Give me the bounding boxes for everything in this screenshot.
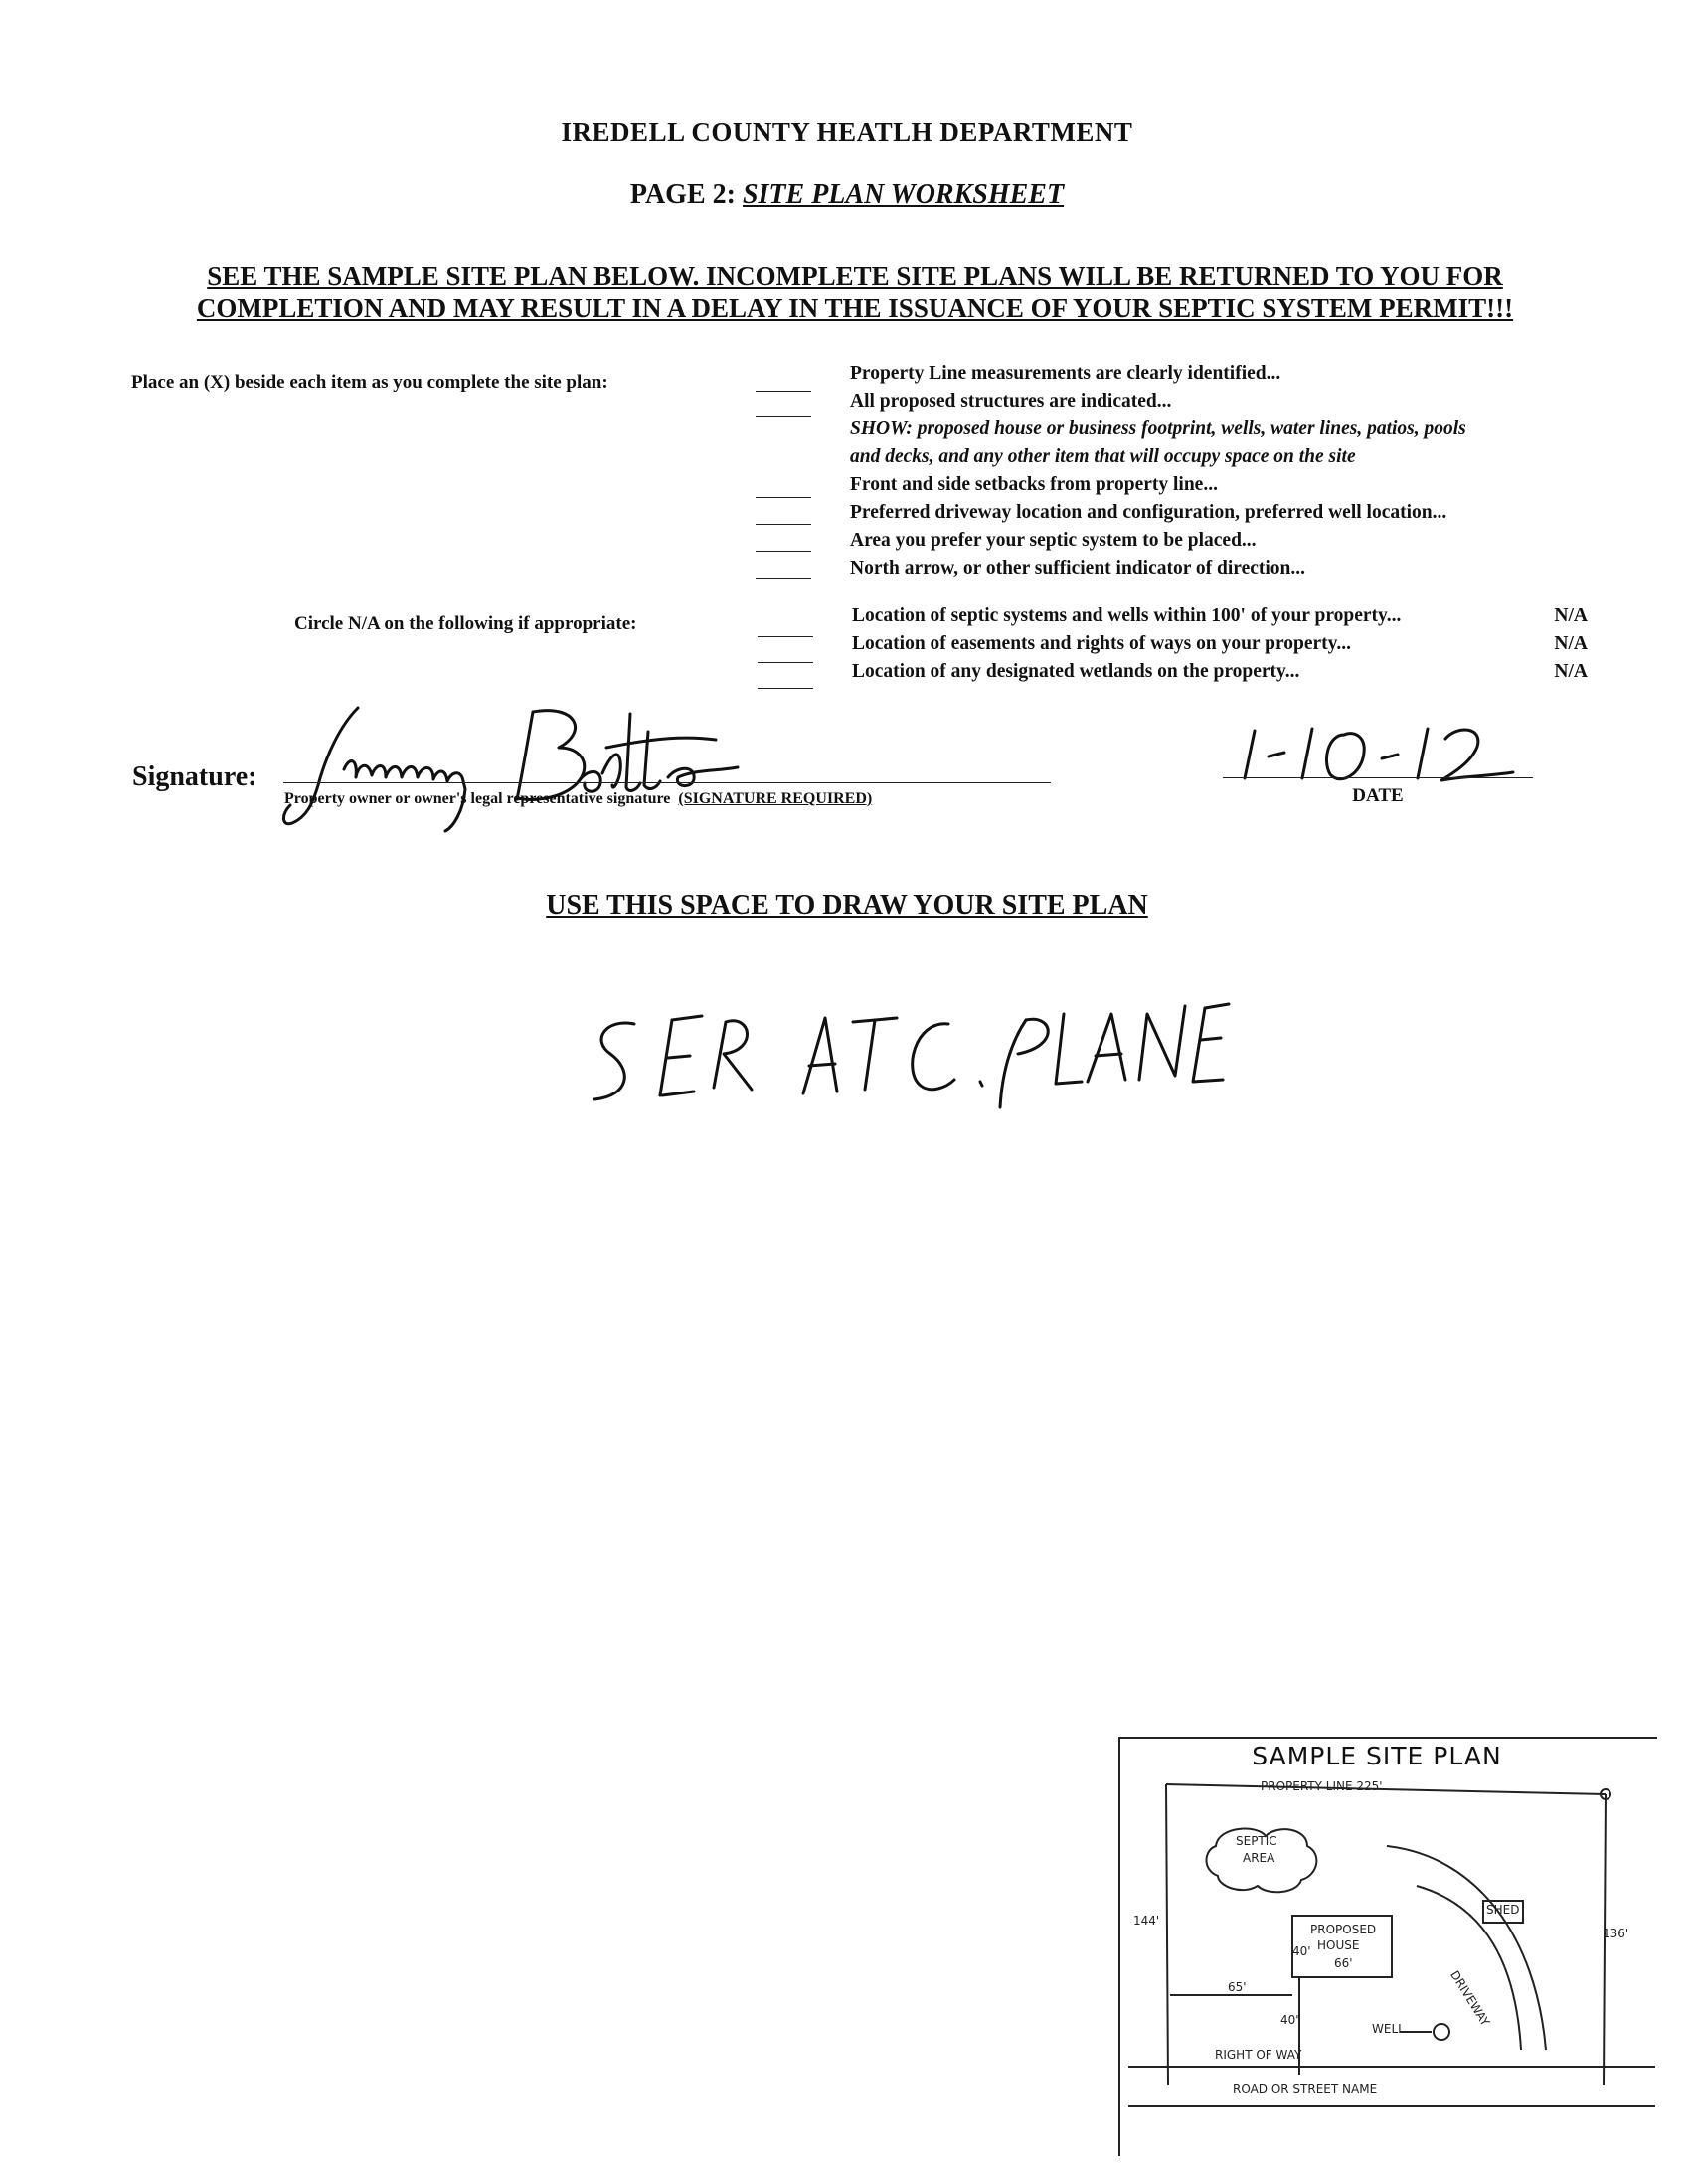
checklist-item: Preferred driveway location and configuration, preferred well location...	[850, 502, 1447, 523]
sample-right-of-way: RIGHT OF WAY	[1215, 2048, 1302, 2062]
checklist-item: SHOW: proposed house or business footprint, wells, water lines, patios, pools	[850, 419, 1466, 439]
sample-right-dimension: 136'	[1603, 1927, 1629, 1940]
sample-well-label: WELL	[1372, 2022, 1405, 2036]
sample-property-line: PROPERTY LINE 225'	[1261, 1779, 1383, 1793]
checkbox-blank-6[interactable]	[756, 578, 811, 579]
checkbox-blank-3[interactable]	[756, 497, 811, 498]
site-plan-heading: USE THIS SPACE TO DRAW YOUR SITE PLAN	[546, 890, 1148, 921]
checklist-items	[850, 360, 1606, 583]
signature-required: (SIGNATURE REQUIRED)	[678, 790, 873, 807]
na-instruction: Circle N/A on the following if appropriate:	[294, 613, 637, 634]
handwritten-note	[577, 984, 1233, 1123]
signature-caption-text: Property owner or owner's legal representative signature	[284, 790, 671, 807]
na-blank-1[interactable]	[758, 636, 813, 637]
sample-septic-label-1: SEPTIC	[1236, 1834, 1277, 1848]
checklist-item: All proposed structures are indicated...	[850, 391, 1172, 412]
checkbox-blank-4[interactable]	[756, 524, 811, 525]
sample-shed-label: SHED	[1486, 1903, 1520, 1917]
na-option[interactable]: N/A	[1554, 633, 1588, 654]
na-row-text: Location of septic systems and wells within 100' of your property...	[852, 605, 1402, 626]
checkbox-blank-2[interactable]	[756, 416, 811, 417]
sample-house-width: 66'	[1334, 1956, 1353, 1970]
sample-septic-label-2: AREA	[1243, 1851, 1275, 1865]
signature-label: Signature:	[132, 761, 257, 792]
checkbox-blank-1[interactable]	[756, 391, 811, 392]
na-row-text: Location of any designated wetlands on the property...	[852, 661, 1300, 682]
sample-house-depth: 40'	[1292, 1944, 1311, 1958]
sample-house-label-1: PROPOSED	[1310, 1923, 1377, 1936]
checklist-item: Property Line measurements are clearly identified...	[850, 363, 1281, 384]
checkbox-blank-5[interactable]	[756, 551, 811, 552]
na-row	[852, 602, 1588, 630]
checklist-item: and decks, and any other item that will occupy space on the site	[850, 446, 1356, 467]
checklist-item: North arrow, or other sufficient indicator of direction...	[850, 558, 1306, 579]
na-row	[852, 630, 1588, 658]
incomplete-warning	[129, 260, 1581, 324]
na-row	[852, 658, 1588, 686]
signature-caption	[284, 790, 872, 808]
signature-line[interactable]	[283, 782, 1051, 783]
na-option[interactable]: N/A	[1554, 605, 1588, 626]
na-blank-2[interactable]	[758, 662, 813, 663]
sample-title: SAMPLE SITE PLAN	[1252, 1742, 1502, 1770]
na-row-text: Location of easements and rights of ways on your property...	[852, 633, 1351, 654]
department-title: IREDELL COUNTY HEATLH DEPARTMENT	[561, 117, 1133, 147]
page-subtitle: SITE PLAN WORKSHEET	[742, 179, 1065, 210]
sample-road-label: ROAD OR STREET NAME	[1233, 2082, 1378, 2096]
checklist-item: Area you prefer your septic system to be placed...	[850, 530, 1257, 551]
sample-house-label-2: HOUSE	[1317, 1938, 1360, 1952]
handwritten-date	[1233, 721, 1531, 790]
date-label: DATE	[1352, 785, 1404, 806]
checklist-item: Front and side setbacks from property line...	[850, 474, 1218, 495]
page-number: PAGE 2:	[629, 179, 736, 210]
sample-front-setback: 40'	[1280, 2013, 1299, 2027]
sample-side-setback: 65'	[1228, 1980, 1247, 1994]
checklist-instruction: Place an (X) beside each item as you complete the site plan:	[131, 372, 608, 393]
page-label	[0, 179, 1694, 211]
warning-line-1: SEE THE SAMPLE SITE PLAN BELOW. INCOMPLETE SITE PLANS WILL BE RETURNED TO YOU FOR	[207, 261, 1503, 291]
sample-driveway-label: DRIVEWAY	[1447, 1968, 1493, 2029]
warning-line-2: COMPLETION AND MAY RESULT IN A DELAY IN THE ISSUANCE OF YOUR SEPTIC SYSTEM PERMIT!!!	[196, 293, 1514, 323]
na-items	[852, 602, 1588, 686]
handwritten-signature	[278, 686, 835, 845]
na-option[interactable]: N/A	[1554, 661, 1588, 682]
sample-left-dimension: 144'	[1133, 1914, 1160, 1928]
sample-site-plan-drawing	[1118, 1737, 1655, 2154]
date-line[interactable]	[1223, 777, 1533, 778]
